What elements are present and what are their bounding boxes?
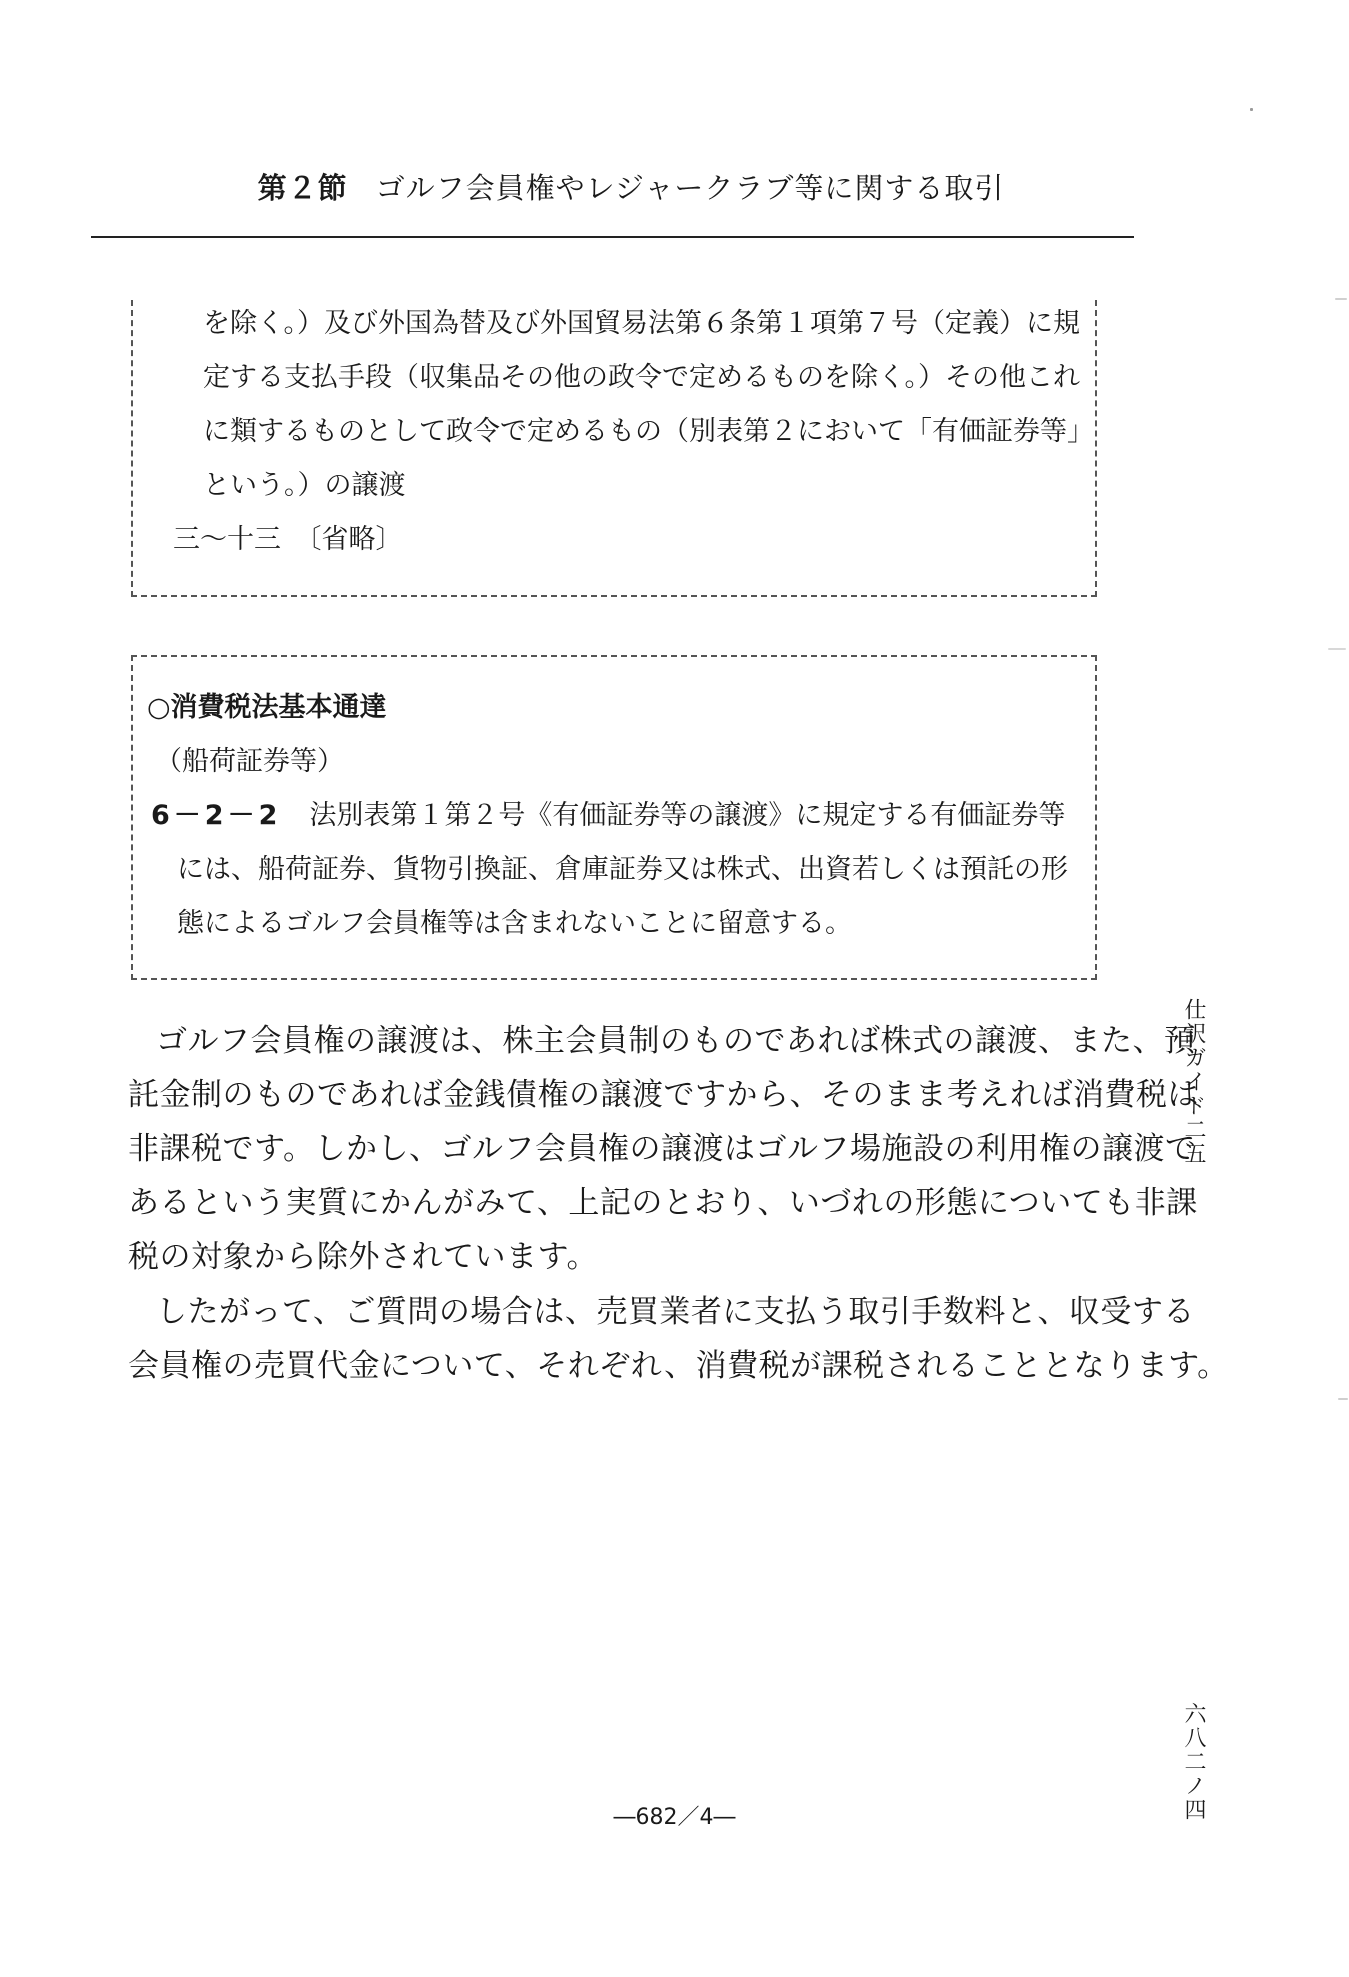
law-line-1: を除く。）及び外国為替及び外国貿易法第６条第１項第７号（定義）に規 <box>203 308 1080 339</box>
tsutatsu-box <box>131 655 1097 980</box>
body-p1-line-1: ゴルフ会員権の譲渡は、株主会員制のものであれば株式の譲渡、また、預 <box>156 1023 1196 1059</box>
body-p1-line-3: 非課税です。しかし、ゴルフ会員権の譲渡はゴルフ場施設の利用権の譲渡で <box>128 1131 1197 1167</box>
scan-speck <box>1328 648 1346 650</box>
law-line-2: 定する支払手段（収集品その他の政令で定めるものを除く。）その他これ <box>203 362 1080 393</box>
tsutatsu-title: ○消費税法基本通達 <box>147 692 387 723</box>
body-p2-line-2: 会員権の売買代金について、それぞれ、消費税が課税されることとなります。 <box>128 1348 1229 1384</box>
section-title: ゴルフ会員権やレジャークラブ等に関する取引 <box>375 171 1005 205</box>
page-header <box>128 168 1134 208</box>
law-line-3: に類するものとして政令で定めるもの（別表第２において「有価証券等」 <box>203 416 1094 447</box>
body-p1-line-4: あるという実質にかんがみて、上記のとおり、いづれの形態についても非課 <box>128 1185 1198 1221</box>
law-sub-item: 三～十三 〔省略〕 <box>173 524 403 555</box>
body-p1-line-2: 託金制のものであれば金銭債権の譲渡ですから、そのまま考えれば消費税は <box>128 1077 1199 1113</box>
law-line-4: という。）の譲渡 <box>203 470 406 501</box>
scan-speck <box>1335 298 1347 300</box>
tsutatsu-line-1 <box>151 798 1065 834</box>
side-chapter-label: 仕訳ガイド二五 <box>1181 998 1206 1166</box>
law-excerpt-box <box>131 300 1097 597</box>
tsutatsu-caption: （船荷証券等） <box>155 746 344 777</box>
page-footer-number: ―682／4― <box>613 1805 736 1830</box>
tsutatsu-line-3: 態によるゴルフ会員権等は含まれないことに留意する。 <box>177 908 852 939</box>
tsutatsu-line-2: には、船荷証券、貨物引換証、倉庫証券又は株式、出資若しくは預託の形 <box>177 854 1068 885</box>
header-rule <box>91 236 1134 238</box>
side-page-number: 六八二ノ四 <box>1181 1702 1206 1822</box>
section-number: 第２節 <box>257 171 348 205</box>
tsutatsu-number: 6－2－2 <box>151 800 282 831</box>
body-p2-line-1: したがって、ご質問の場合は、売買業者に支払う取引手数料と、収受する <box>156 1294 1195 1330</box>
body-p1-line-5: 税の対象から除外されています。 <box>128 1239 599 1275</box>
scan-speck <box>1250 108 1253 111</box>
tsutatsu-first-line: 法別表第１第２号《有価証券等の譲渡》に規定する有価証券等 <box>309 800 1066 831</box>
scan-speck <box>1338 1398 1348 1400</box>
